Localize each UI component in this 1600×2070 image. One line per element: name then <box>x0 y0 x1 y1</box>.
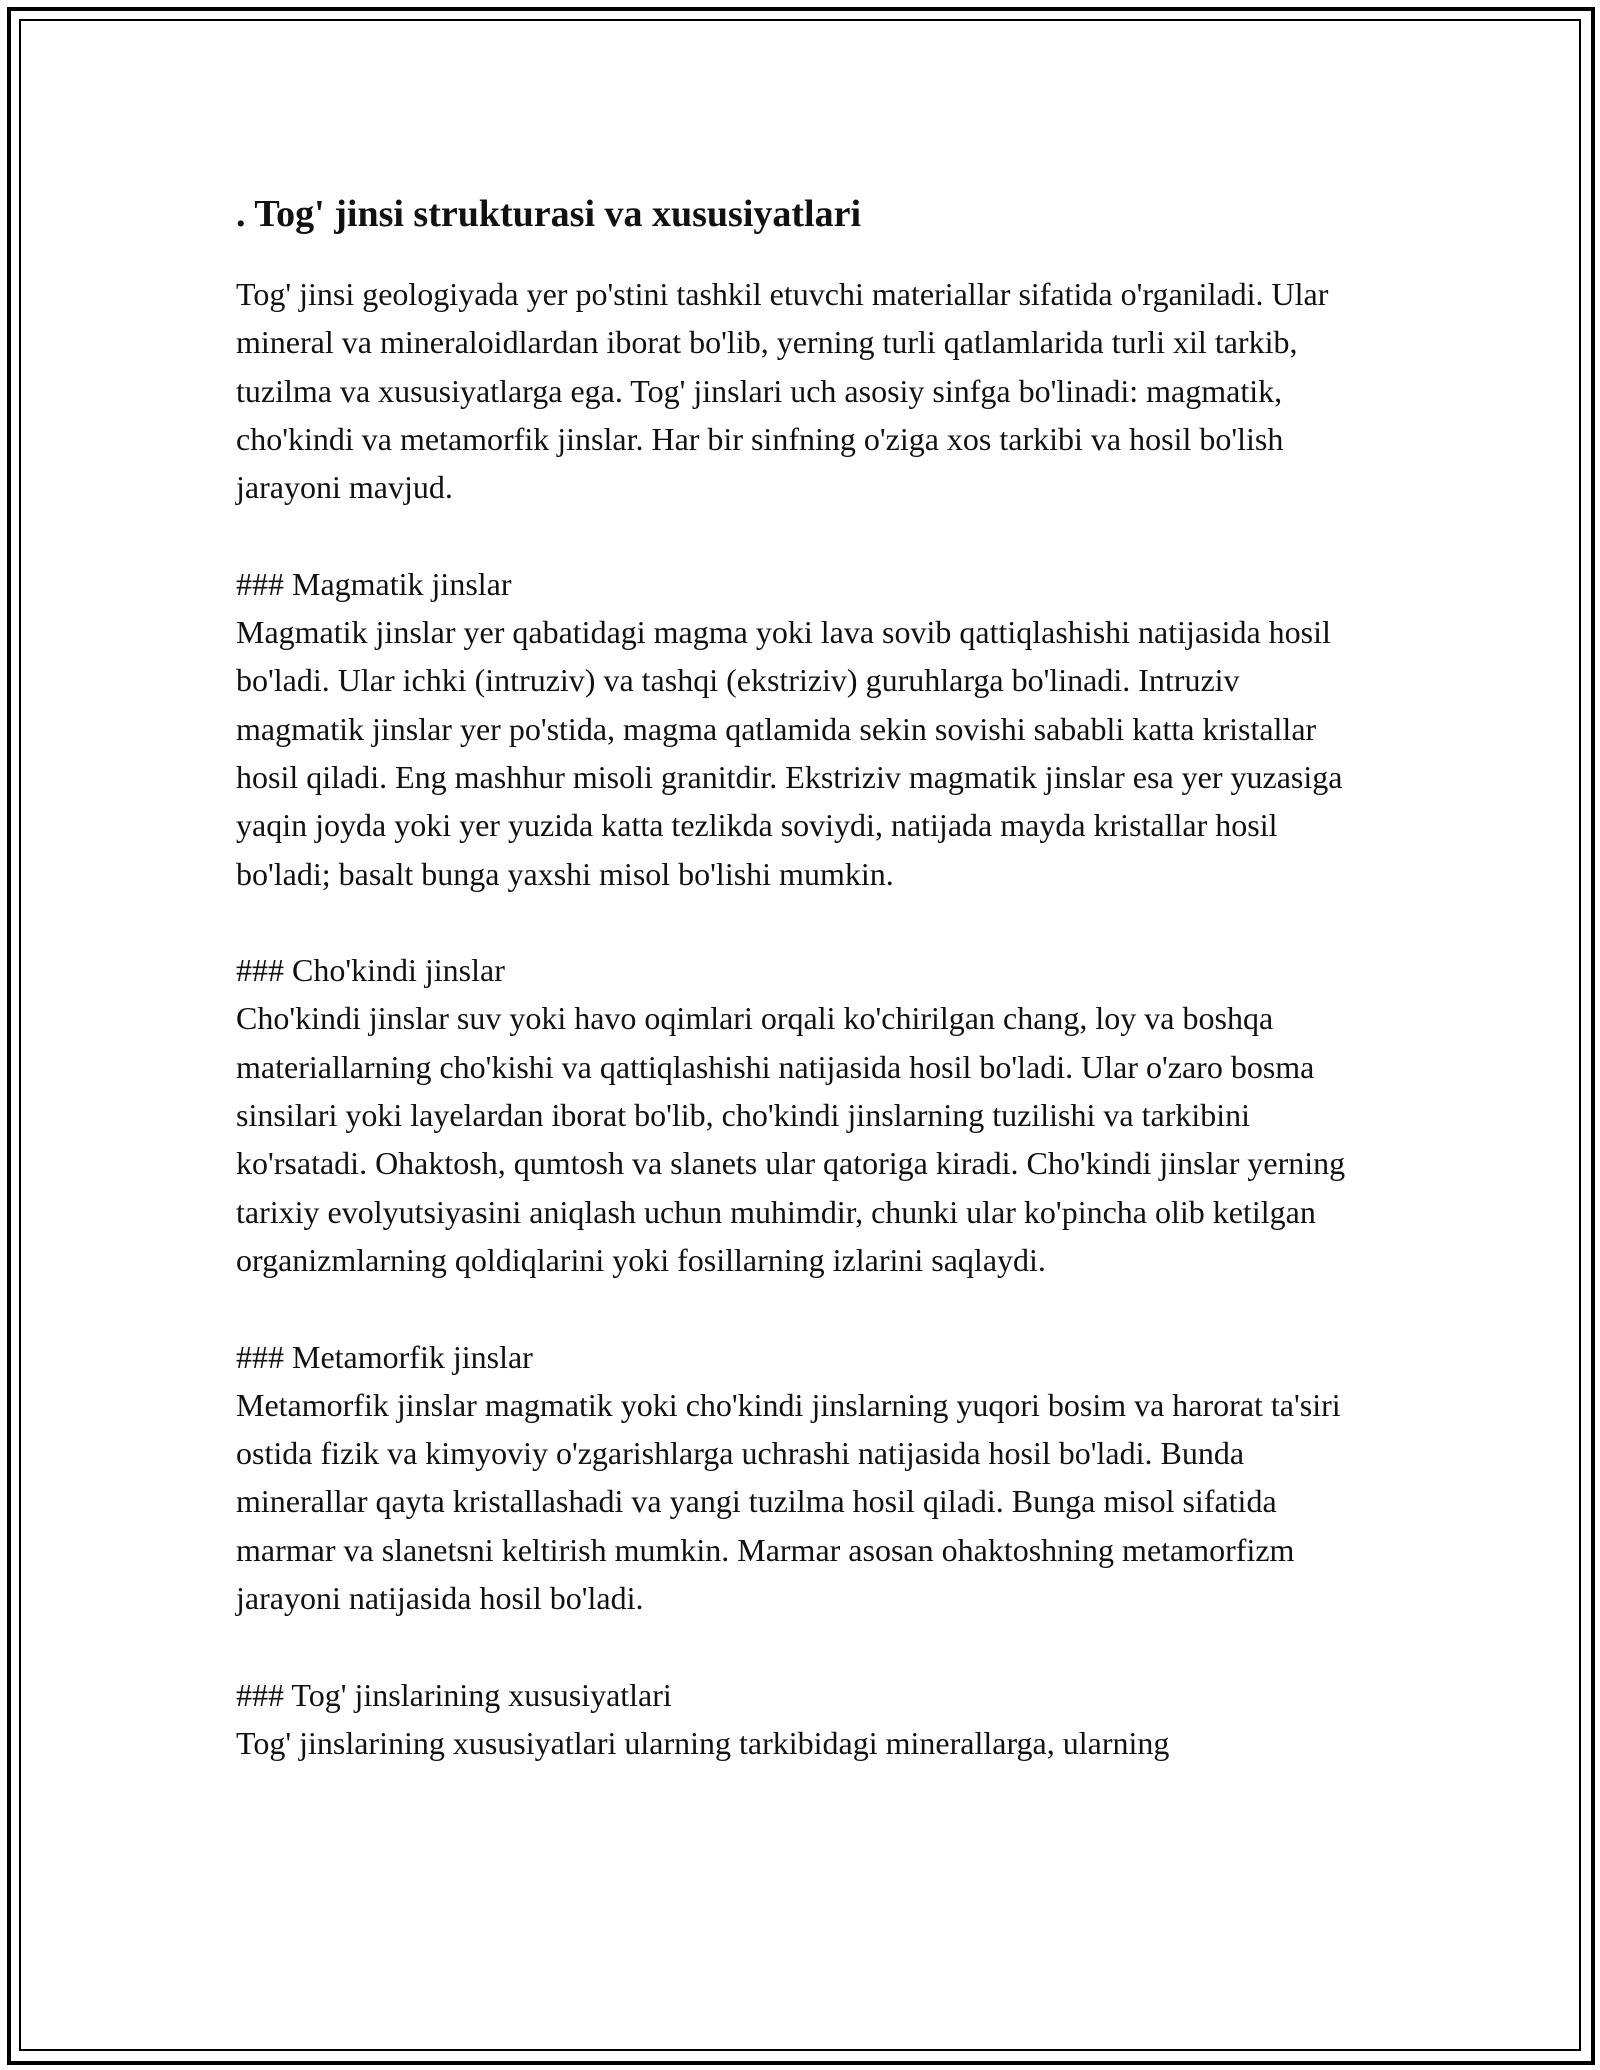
intro-paragraph: Tog' jinsi geologiyada yer po'stini tashkil etuvchi materiallar sifatida o'rganiladi. Ular mineral va mineraloidlardan iborat bo'lib, yerning turli qatlamlarida turli xil tarkib, tuzilma va xususiyatlarga ega. Tog' jinslari uch asosiy sinfga bo'linadi: magmatik, cho'kindi va metamorfik jinslar. Har bir sinfning o'ziga xos tarkibi va hosil bo'lish jarayoni mavjud. <box>236 276 1329 506</box>
section-magmatik <box>236 560 1366 898</box>
section-heading: ### Cho'kindi jinslar <box>236 952 505 989</box>
section-heading: ### Metamorfik jinslar <box>236 1338 533 1375</box>
section-paragraph: Metamorfik jinslar magmatik yoki cho'kindi jinslarning yuqori bosim va harorat ta'siri ostida fizik va kimyoviy o'zgarishlarga uchrashi natijasida hosil bo'ladi. Bunda minerallar qayta kristallashadi va yangi tuzilma hosil qiladi. Bunga misol sifatida marmar va slanetsni keltirish mumkin. Marmar asosan ohaktoshning metamorfizm jarayoni natijasida hosil bo'ladi. <box>236 1386 1341 1617</box>
section-metamorfik <box>236 1333 1366 1623</box>
section-heading: ### Tog' jinslarining xususiyatlari <box>236 1676 672 1713</box>
document-title: . Tog' jinsi strukturasi va xususiyatlari <box>236 193 862 235</box>
section-chokindi <box>236 946 1366 1284</box>
section-heading: ### Magmatik jinslar <box>236 565 512 602</box>
section-paragraph: Cho'kindi jinslar suv yoki havo oqimlari orqali ko'chirilgan chang, loy va boshqa materiallarning cho'kishi va qattiqlashishi natijasida hosil bo'ladi. Ular o'zaro bosma sinsilari yoki layelardan iborat bo'lib, cho'kindi jinslarning tuzilishi va tarkibini ko'rsatadi. Ohaktosh, qumtosh va slanets ular qatoriga kiradi. Cho'kindi jinslar yerning tarixiy evolyutsiyasini aniqlash uchun muhimdir, chunki ular ko'pincha olib ketilgan organizmlarning qoldiqlarini yoki fosillarning izlarini saqlaydi. <box>236 1000 1346 1278</box>
section-xususiyatlari <box>236 1671 1366 1768</box>
section-paragraph: Magmatik jinslar yer qabatidagi magma yoki lava sovib qattiqlashishi natijasida hosil bo'ladi. Ular ichki (intruziv) va tashqi (ekstriziv) guruhlarga bo'linadi. Intruziv magmatik jinslar yer po'stida, magma qatlamida sekin sovishi sababli katta kristallar hosil qiladi. Eng mashhur misoli granitdir. Ekstriziv magmatik jinslar esa yer yuzasiga yaqin joyda yoki yer yuzida katta tezlikda soviydi, natijada mayda kristallar hosil bo'ladi; basalt bunga yaxshi misol bo'lishi mumkin. <box>236 614 1343 892</box>
section-paragraph: Tog' jinslarining xususiyatlari ularning tarkibidagi minerallarga, ularning <box>236 1724 1170 1761</box>
document-body <box>236 180 1366 1767</box>
